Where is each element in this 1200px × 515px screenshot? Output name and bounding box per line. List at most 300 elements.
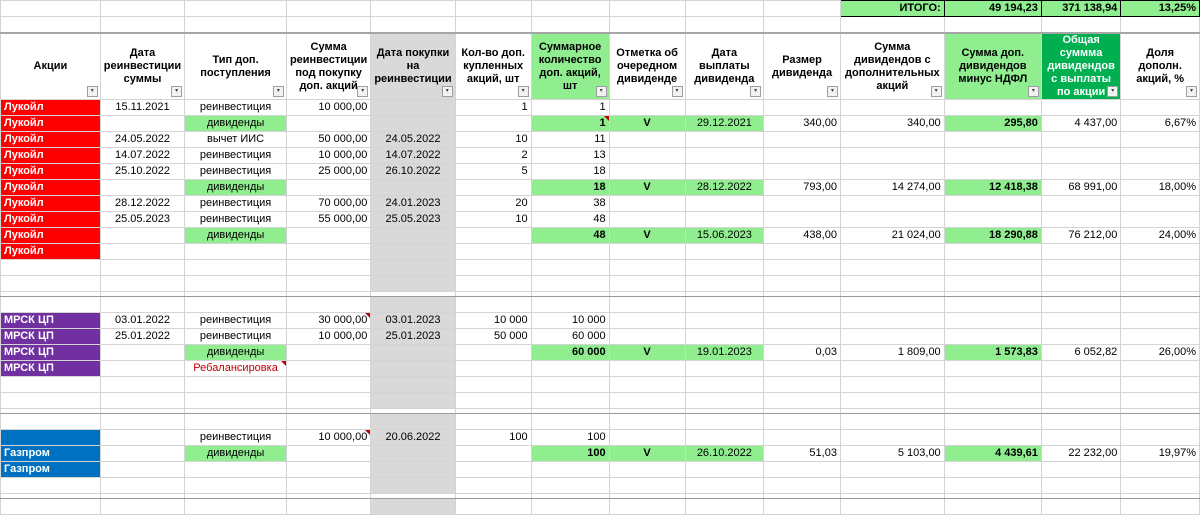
cell-amount[interactable]: 10 000,00 (286, 100, 370, 116)
cell-date[interactable]: 24.05.2022 (100, 132, 184, 148)
column-header[interactable] (286, 33, 370, 100)
cell-net[interactable] (944, 164, 1041, 180)
cell-date[interactable] (100, 430, 184, 446)
cell-type[interactable]: реинвестиция (185, 212, 287, 228)
cell-type[interactable]: реинвестиция (185, 148, 287, 164)
cell-divsum[interactable] (840, 132, 944, 148)
cell-paydate[interactable]: 15.06.2023 (685, 228, 764, 244)
cell-mark[interactable]: V (609, 345, 685, 361)
cell-qty[interactable]: 50 000 (455, 329, 531, 345)
cell-amount[interactable]: 10 000,00 (286, 148, 370, 164)
cell-divsum[interactable]: 5 103,00 (840, 446, 944, 462)
cell-divsum[interactable] (840, 313, 944, 329)
cell[interactable] (185, 1, 287, 17)
cell-share[interactable] (1121, 196, 1200, 212)
cell-divsum[interactable] (840, 196, 944, 212)
cell-total[interactable]: 100 (531, 430, 609, 446)
cell-buy[interactable] (371, 462, 455, 478)
column-header[interactable] (609, 33, 685, 100)
cell-all[interactable]: 6 052,82 (1041, 345, 1120, 361)
cell-amount[interactable] (286, 446, 370, 462)
cell-divsum[interactable] (840, 329, 944, 345)
cell-paydate[interactable] (685, 196, 764, 212)
cell-stock[interactable]: Лукойл (1, 132, 101, 148)
cell-paydate[interactable]: 29.12.2021 (685, 116, 764, 132)
cell-type[interactable]: реинвестиция (185, 430, 287, 446)
cell-all[interactable] (1041, 132, 1120, 148)
cell-div[interactable] (764, 100, 841, 116)
cell-type[interactable]: дивиденды (185, 345, 287, 361)
cell-share[interactable] (1121, 212, 1200, 228)
column-header[interactable] (1041, 33, 1120, 100)
cell-buy[interactable] (371, 244, 455, 260)
cell-qty[interactable] (455, 228, 531, 244)
cell-qty[interactable] (455, 116, 531, 132)
cell-divsum[interactable] (840, 244, 944, 260)
cell-all[interactable] (1041, 212, 1120, 228)
cell-amount[interactable]: 30 000,00 (286, 313, 370, 329)
cell-total[interactable] (531, 462, 609, 478)
cell-share[interactable]: 24,00% (1121, 228, 1200, 244)
cell-div[interactable]: 0,03 (764, 345, 841, 361)
cell-qty[interactable]: 2 (455, 148, 531, 164)
cell-total[interactable]: 60 000 (531, 329, 609, 345)
cell-type[interactable] (185, 462, 287, 478)
cell-share[interactable] (1121, 313, 1200, 329)
cell-stock[interactable]: МРСК ЦП (1, 361, 101, 377)
table-row[interactable] (1, 430, 1200, 446)
cell-total[interactable]: 48 (531, 212, 609, 228)
cell-amount[interactable] (286, 180, 370, 196)
cell-buy[interactable]: 24.05.2022 (371, 132, 455, 148)
cell-total[interactable]: 48 (531, 228, 609, 244)
cell-total[interactable]: 11 (531, 132, 609, 148)
cell-mark[interactable]: V (609, 116, 685, 132)
cell-net[interactable]: 12 418,38 (944, 180, 1041, 196)
cell-total[interactable]: 10 000 (531, 313, 609, 329)
cell-total[interactable]: 100 (531, 446, 609, 462)
cell[interactable] (455, 1, 531, 17)
cell-qty[interactable]: 10 000 (455, 313, 531, 329)
filter-dropdown-icon[interactable]: ▾ (518, 86, 529, 97)
cell-mark[interactable] (609, 196, 685, 212)
cell-divsum[interactable]: 1 809,00 (840, 345, 944, 361)
cell-buy[interactable]: 14.07.2022 (371, 148, 455, 164)
cell-amount[interactable]: 70 000,00 (286, 196, 370, 212)
table-row[interactable] (1, 196, 1200, 212)
cell-mark[interactable] (609, 132, 685, 148)
cell-share[interactable] (1121, 164, 1200, 180)
cell-net[interactable] (944, 132, 1041, 148)
cell-all[interactable] (1041, 100, 1120, 116)
cell-paydate[interactable] (685, 244, 764, 260)
cell-divsum[interactable]: 21 024,00 (840, 228, 944, 244)
cell-all[interactable] (1041, 196, 1120, 212)
cell[interactable] (531, 1, 609, 17)
cell-date[interactable] (100, 361, 184, 377)
cell-date[interactable] (100, 446, 184, 462)
cell-type[interactable]: реинвестиция (185, 100, 287, 116)
cell-paydate[interactable]: 26.10.2022 (685, 446, 764, 462)
cell-total[interactable]: 1 (531, 100, 609, 116)
cell-date[interactable]: 25.01.2022 (100, 329, 184, 345)
table-row[interactable] (1, 462, 1200, 478)
table-row[interactable] (1, 148, 1200, 164)
cell-mark[interactable]: V (609, 446, 685, 462)
cell-qty[interactable] (455, 361, 531, 377)
filter-dropdown-icon[interactable]: ▾ (931, 86, 942, 97)
cell-paydate[interactable] (685, 313, 764, 329)
cell-type[interactable]: реинвестиция (185, 164, 287, 180)
cell-date[interactable] (100, 180, 184, 196)
filter-dropdown-icon[interactable]: ▾ (442, 86, 453, 97)
cell-type[interactable]: дивиденды (185, 180, 287, 196)
cell-share[interactable] (1121, 244, 1200, 260)
cell-type[interactable]: вычет ИИС (185, 132, 287, 148)
cell-share[interactable]: 6,67% (1121, 116, 1200, 132)
cell-divsum[interactable]: 14 274,00 (840, 180, 944, 196)
cell-buy[interactable]: 26.10.2022 (371, 164, 455, 180)
cell-total[interactable]: 1 (531, 116, 609, 132)
cell-type[interactable]: реинвестиция (185, 313, 287, 329)
cell-net[interactable] (944, 196, 1041, 212)
cell-type[interactable] (185, 244, 287, 260)
cell-divsum[interactable] (840, 430, 944, 446)
filter-dropdown-icon[interactable]: ▾ (750, 86, 761, 97)
cell-amount[interactable] (286, 116, 370, 132)
cell-stock[interactable]: Лукойл (1, 116, 101, 132)
cell-all[interactable] (1041, 361, 1120, 377)
cell-stock[interactable]: Лукойл (1, 212, 101, 228)
cell-share[interactable] (1121, 361, 1200, 377)
totals-label[interactable]: ИТОГО: (840, 1, 944, 17)
cell-all[interactable] (1041, 430, 1120, 446)
cell-buy[interactable]: 25.05.2023 (371, 212, 455, 228)
cell-type[interactable]: реинвестиция (185, 329, 287, 345)
table-row[interactable] (1, 180, 1200, 196)
cell-qty[interactable]: 10 (455, 212, 531, 228)
cell-stock[interactable]: МРСК ЦП (1, 329, 101, 345)
table-row[interactable] (1, 132, 1200, 148)
cell-mark[interactable] (609, 313, 685, 329)
cell-qty[interactable] (455, 446, 531, 462)
cell-net[interactable] (944, 313, 1041, 329)
cell-net[interactable]: 18 290,88 (944, 228, 1041, 244)
cell-paydate[interactable] (685, 212, 764, 228)
table-row[interactable] (1, 345, 1200, 361)
cell-div[interactable] (764, 212, 841, 228)
cell-stock[interactable]: Лукойл (1, 164, 101, 180)
cell-qty[interactable]: 20 (455, 196, 531, 212)
cell-net[interactable]: 4 439,61 (944, 446, 1041, 462)
table-row[interactable] (1, 228, 1200, 244)
filter-dropdown-icon[interactable]: ▾ (1186, 86, 1197, 97)
cell-share[interactable] (1121, 329, 1200, 345)
cell-qty[interactable]: 10 (455, 132, 531, 148)
cell-net[interactable]: 295,80 (944, 116, 1041, 132)
cell-paydate[interactable] (685, 100, 764, 116)
cell-stock[interactable]: Лукойл (1, 148, 101, 164)
cell-net[interactable] (944, 430, 1041, 446)
table-row[interactable] (1, 446, 1200, 462)
cell-net[interactable] (944, 212, 1041, 228)
cell-mark[interactable] (609, 462, 685, 478)
cell-total[interactable] (531, 244, 609, 260)
cell[interactable] (685, 1, 764, 17)
cell-net[interactable] (944, 244, 1041, 260)
totals-all-dividends[interactable]: 371 138,94 (1041, 1, 1120, 17)
cell[interactable] (100, 1, 184, 17)
cell-total[interactable]: 18 (531, 164, 609, 180)
cell-all[interactable]: 22 232,00 (1041, 446, 1120, 462)
cell-share[interactable] (1121, 100, 1200, 116)
cell-amount[interactable]: 10 000,00 (286, 430, 370, 446)
cell-all[interactable]: 68 991,00 (1041, 180, 1120, 196)
cell-qty[interactable]: 1 (455, 100, 531, 116)
cell-div[interactable] (764, 361, 841, 377)
cell-div[interactable] (764, 132, 841, 148)
cell-mark[interactable] (609, 361, 685, 377)
filter-dropdown-icon[interactable]: ▾ (1028, 86, 1039, 97)
column-header-label: Дата реинвестиции суммы (103, 47, 182, 85)
cell-date[interactable] (100, 244, 184, 260)
column-header-label: Тип доп. поступления (200, 53, 271, 79)
column-header[interactable] (1121, 33, 1200, 100)
cell-mark[interactable] (609, 212, 685, 228)
cell-date[interactable]: 25.10.2022 (100, 164, 184, 180)
cell-div[interactable] (764, 196, 841, 212)
cell-qty[interactable] (455, 180, 531, 196)
cell-mark[interactable] (609, 329, 685, 345)
cell-divsum[interactable] (840, 164, 944, 180)
cell-net[interactable] (944, 361, 1041, 377)
cell-qty[interactable] (455, 244, 531, 260)
cell-amount[interactable]: 55 000,00 (286, 212, 370, 228)
cell-divsum[interactable]: 340,00 (840, 116, 944, 132)
table-row[interactable] (1, 164, 1200, 180)
cell-share[interactable] (1121, 462, 1200, 478)
cell-div[interactable] (764, 430, 841, 446)
table-row[interactable] (1, 313, 1200, 329)
column-header[interactable] (185, 33, 287, 100)
cell-share[interactable] (1121, 132, 1200, 148)
cell-date[interactable] (100, 345, 184, 361)
cell-all[interactable]: 76 212,00 (1041, 228, 1120, 244)
cell-mark[interactable]: V (609, 228, 685, 244)
cell-type[interactable]: реинвестиция (185, 196, 287, 212)
filter-dropdown-icon[interactable]: ▾ (357, 86, 368, 97)
cell-paydate[interactable]: 19.01.2023 (685, 345, 764, 361)
cell-qty[interactable] (455, 462, 531, 478)
filter-dropdown-icon[interactable]: ▾ (827, 86, 838, 97)
cell-all[interactable] (1041, 148, 1120, 164)
cell-all[interactable] (1041, 164, 1120, 180)
cell-type[interactable]: дивиденды (185, 228, 287, 244)
cell-stock[interactable] (1, 430, 101, 446)
cell-qty[interactable]: 100 (455, 430, 531, 446)
cell-paydate[interactable]: 28.12.2022 (685, 180, 764, 196)
cell-amount[interactable] (286, 228, 370, 244)
cell-stock[interactable]: Лукойл (1, 100, 101, 116)
cell-all[interactable] (1041, 313, 1120, 329)
cell-paydate[interactable] (685, 430, 764, 446)
cell-share[interactable] (1121, 148, 1200, 164)
cell-stock[interactable]: Лукойл (1, 180, 101, 196)
cell-paydate[interactable] (685, 462, 764, 478)
cell-net[interactable]: 1 573,83 (944, 345, 1041, 361)
cell-div[interactable] (764, 148, 841, 164)
cell-amount[interactable] (286, 345, 370, 361)
filter-dropdown-icon[interactable]: ▾ (672, 86, 683, 97)
cell-date[interactable] (100, 228, 184, 244)
cell-stock[interactable]: Лукойл (1, 228, 101, 244)
cell[interactable] (286, 1, 370, 17)
filter-dropdown-icon[interactable]: ▾ (171, 86, 182, 97)
filter-dropdown-icon[interactable]: ▾ (87, 86, 98, 97)
cell-stock[interactable]: Лукойл (1, 196, 101, 212)
cell-amount[interactable]: 25 000,00 (286, 164, 370, 180)
cell-buy[interactable] (371, 116, 455, 132)
table-row[interactable] (1, 212, 1200, 228)
cell-div[interactable] (764, 329, 841, 345)
cell-div[interactable] (764, 462, 841, 478)
table-row[interactable] (1, 361, 1200, 377)
cell-date[interactable]: 28.12.2022 (100, 196, 184, 212)
cell-date[interactable]: 03.01.2022 (100, 313, 184, 329)
column-header[interactable] (371, 33, 455, 100)
table-row[interactable] (1, 329, 1200, 345)
cell-amount[interactable]: 10 000,00 (286, 329, 370, 345)
blank-row (1, 393, 1200, 409)
cell-buy[interactable]: 03.01.2023 (371, 313, 455, 329)
cell-buy[interactable]: 24.01.2023 (371, 196, 455, 212)
cell-amount[interactable] (286, 361, 370, 377)
filter-dropdown-icon[interactable]: ▾ (1107, 86, 1118, 97)
cell-stock[interactable]: МРСК ЦП (1, 345, 101, 361)
cell-amount[interactable] (286, 244, 370, 260)
table-row[interactable] (1, 116, 1200, 132)
cell-date[interactable]: 25.05.2023 (100, 212, 184, 228)
cell-net[interactable] (944, 100, 1041, 116)
cell-date[interactable] (100, 462, 184, 478)
cell[interactable] (371, 1, 455, 17)
cell-div[interactable]: 51,03 (764, 446, 841, 462)
column-header[interactable] (944, 33, 1041, 100)
cell-buy[interactable]: 20.06.2022 (371, 430, 455, 446)
cell-net[interactable] (944, 329, 1041, 345)
cell-type[interactable]: Ребалансировка (185, 361, 287, 377)
totals-net-dividends[interactable]: 49 194,23 (944, 1, 1041, 17)
cell-all[interactable] (1041, 329, 1120, 345)
cell-total[interactable]: 13 (531, 148, 609, 164)
column-header[interactable] (764, 33, 841, 100)
cell-buy[interactable]: 25.01.2023 (371, 329, 455, 345)
cell-div[interactable]: 793,00 (764, 180, 841, 196)
column-header[interactable] (455, 33, 531, 100)
cell-qty[interactable] (455, 345, 531, 361)
filter-dropdown-icon[interactable]: ▾ (596, 86, 607, 97)
cell[interactable] (1, 1, 101, 17)
cell-buy[interactable] (371, 361, 455, 377)
cell-qty[interactable]: 5 (455, 164, 531, 180)
cell-total[interactable] (531, 361, 609, 377)
column-header[interactable] (840, 33, 944, 100)
cell-total[interactable]: 60 000 (531, 345, 609, 361)
cell-amount[interactable]: 50 000,00 (286, 132, 370, 148)
cell-mark[interactable] (609, 148, 685, 164)
cell-total[interactable]: 18 (531, 180, 609, 196)
cell-stock[interactable]: Газпром (1, 446, 101, 462)
table-row[interactable] (1, 100, 1200, 116)
column-header[interactable] (685, 33, 764, 100)
cell[interactable] (764, 1, 841, 17)
cell-paydate[interactable] (685, 132, 764, 148)
cell-divsum[interactable] (840, 100, 944, 116)
cell-total[interactable]: 38 (531, 196, 609, 212)
cell-mark[interactable] (609, 244, 685, 260)
cell-stock[interactable]: МРСК ЦП (1, 313, 101, 329)
cell-amount[interactable] (286, 462, 370, 478)
cell-date[interactable] (100, 116, 184, 132)
cell[interactable] (609, 1, 685, 17)
cell-stock[interactable]: Лукойл (1, 244, 101, 260)
cell-buy[interactable] (371, 345, 455, 361)
cell-share[interactable]: 19,97% (1121, 446, 1200, 462)
cell-buy[interactable] (371, 180, 455, 196)
cell-div[interactable]: 340,00 (764, 116, 841, 132)
cell-net[interactable] (944, 148, 1041, 164)
cell-paydate[interactable] (685, 148, 764, 164)
cell-paydate[interactable] (685, 329, 764, 345)
cell-divsum[interactable] (840, 148, 944, 164)
cell-mark[interactable]: V (609, 180, 685, 196)
cell-date[interactable]: 14.07.2022 (100, 148, 184, 164)
cell-buy[interactable] (371, 446, 455, 462)
filter-dropdown-icon[interactable]: ▾ (273, 86, 284, 97)
column-header[interactable] (1, 33, 101, 100)
cell-net[interactable] (944, 462, 1041, 478)
cell-div[interactable]: 438,00 (764, 228, 841, 244)
cell-share[interactable]: 18,00% (1121, 180, 1200, 196)
cell-mark[interactable] (609, 100, 685, 116)
cell-div[interactable] (764, 244, 841, 260)
cell-divsum[interactable] (840, 361, 944, 377)
cell-paydate[interactable] (685, 164, 764, 180)
column-header[interactable] (100, 33, 184, 100)
cell-share[interactable] (1121, 430, 1200, 446)
column-header[interactable] (531, 33, 609, 100)
cell-share[interactable]: 26,00% (1121, 345, 1200, 361)
cell-type[interactable]: дивиденды (185, 116, 287, 132)
cell-div[interactable] (764, 313, 841, 329)
totals-share-percent[interactable]: 13,25% (1121, 1, 1200, 17)
cell-div[interactable] (764, 164, 841, 180)
cell-buy[interactable] (371, 100, 455, 116)
cell-divsum[interactable] (840, 462, 944, 478)
cell-mark[interactable] (609, 430, 685, 446)
cell-divsum[interactable] (840, 212, 944, 228)
cell-date[interactable]: 15.11.2021 (100, 100, 184, 116)
cell-all[interactable] (1041, 244, 1120, 260)
cell-type[interactable]: дивиденды (185, 446, 287, 462)
cell-paydate[interactable] (685, 361, 764, 377)
cell-mark[interactable] (609, 164, 685, 180)
cell-all[interactable]: 4 437,00 (1041, 116, 1120, 132)
cell-buy[interactable] (371, 228, 455, 244)
table-row[interactable] (1, 244, 1200, 260)
cell-stock[interactable]: Газпром (1, 462, 101, 478)
cell-all[interactable] (1041, 462, 1120, 478)
